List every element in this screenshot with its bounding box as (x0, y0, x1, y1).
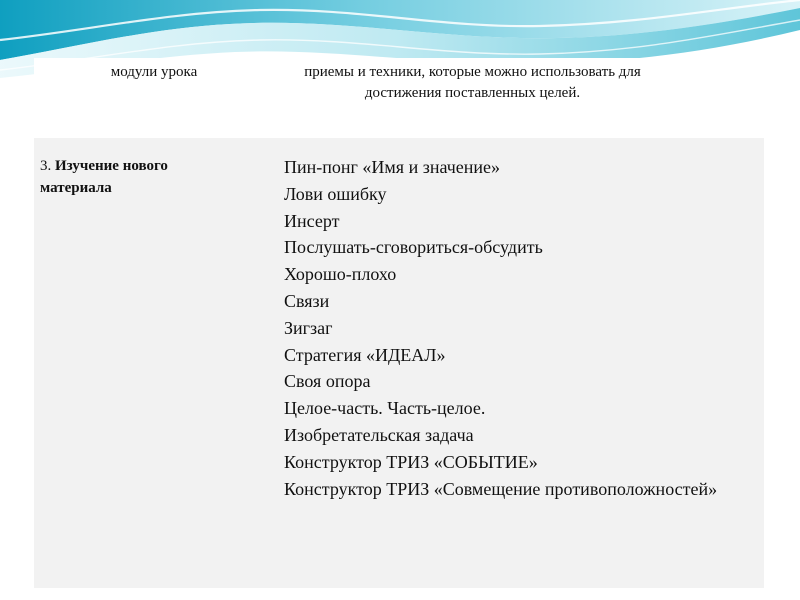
technique-item: Послушать-сговориться-обсудить (284, 237, 543, 258)
technique-item: Своя опора (284, 371, 371, 392)
technique-item: Пин-понг «Имя и значение» (284, 157, 501, 177)
module-cell (40, 155, 240, 199)
technique-item: Изобретательская задача (284, 424, 474, 445)
technique-item: Связи (284, 290, 330, 311)
module-name: Изучение нового материала (40, 158, 168, 196)
technique-item: Стратегия «ИДЕАЛ» (284, 344, 446, 365)
header-techniques: приемы и техники, которые можно использовать для достижения поставленных целей. (304, 64, 641, 101)
technique-item: Хорошо-плохо (284, 264, 397, 285)
module-number: 3. (40, 158, 52, 174)
technique-item: Конструктор ТРИЗ «Совмещение противоположностей» (284, 478, 718, 499)
lesson-table (0, 58, 800, 593)
technique-item: Целое-часть. Часть-целое. (284, 398, 486, 419)
technique-item: Лови ошибку (284, 183, 387, 204)
header-modules: модули урока (110, 64, 198, 80)
technique-item: Конструктор ТРИЗ «СОБЫТИЕ» (284, 451, 538, 472)
technique-item: Инсерт (284, 210, 340, 231)
techniques-list (284, 154, 744, 502)
technique-item: Зигзаг (284, 317, 333, 338)
